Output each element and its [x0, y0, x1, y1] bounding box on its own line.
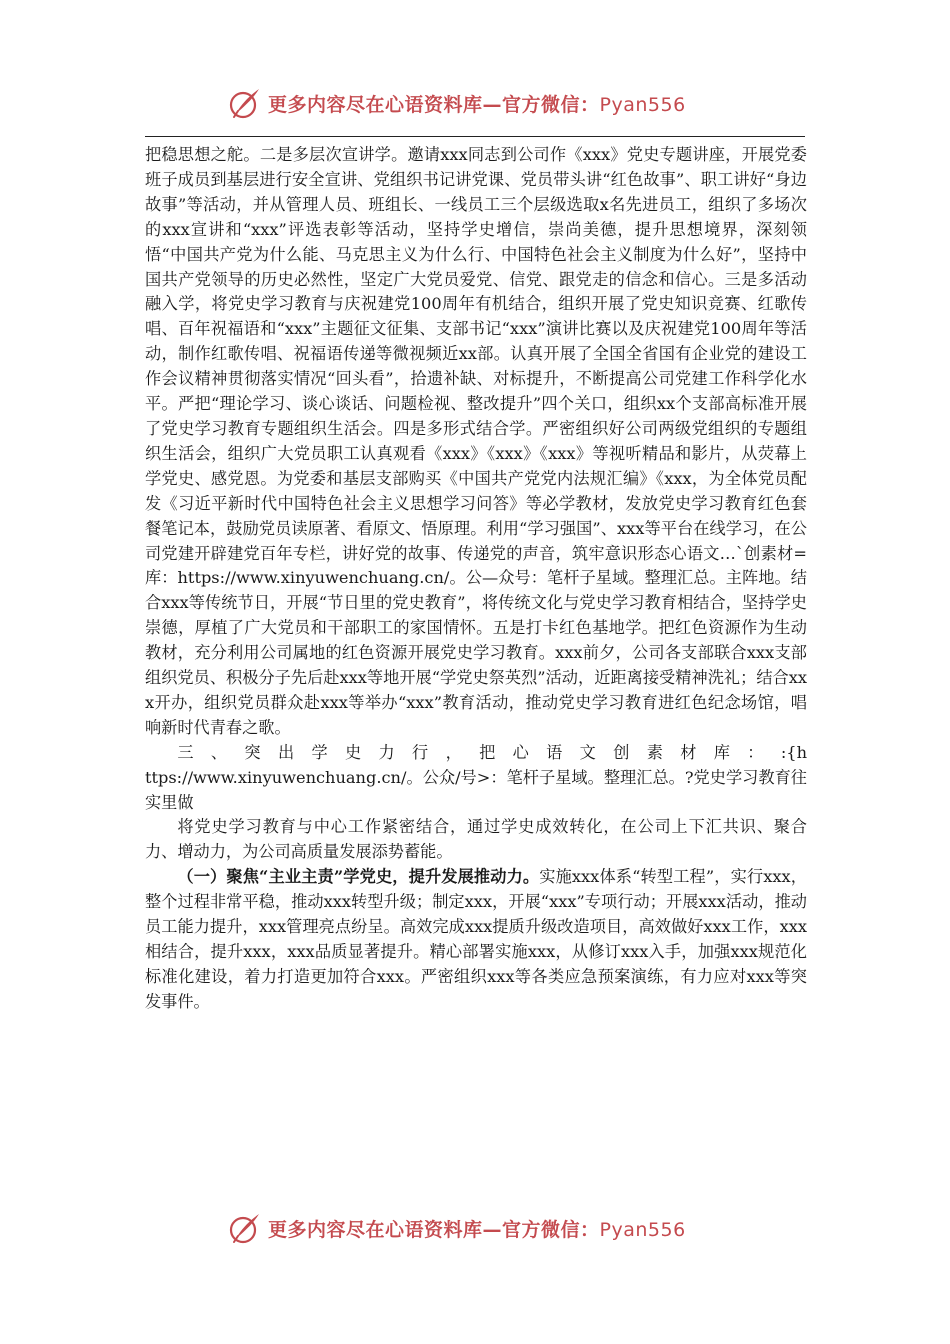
section-3-rest: :{https://www.xinyuwenchuang.cn/。公众/号>：笔杆子星域。整理汇总。?党史学习教育往实里做	[145, 742, 807, 812]
quill-pen-logo-icon	[228, 1211, 262, 1245]
banner-text: 更多内容尽在心语资料库—官方微信：Pyan556	[268, 1218, 686, 1241]
wechat-id: Pyan556	[599, 93, 686, 116]
quill-pen-logo-icon	[228, 86, 262, 120]
subsection-1-title: （一）聚焦“主业主责”学党史，提升发展推动力。	[177, 867, 540, 887]
section-3-title: 三、突出学史力行，把心语文创素材库：	[177, 742, 781, 762]
banner-text: 更多内容尽在心语资料库—官方微信：Pyan556	[268, 93, 686, 116]
header-divider	[145, 136, 805, 137]
section-3-intro: 将党史学习教育与中心工作紧密结合，通过学史成效转化，在公司上下汇共识、聚合力、增动力，为公司高质量发展添势蓄能。	[145, 817, 807, 862]
document-body	[145, 143, 807, 1015]
header-banner	[228, 83, 686, 123]
section-3-heading	[145, 741, 807, 816]
subsection-1-body: 实施xxx体系“转型工程”，实行xxx，整个过程非常平稳，推动xxx转型升级；制定xxx，开展“xxx”专项行动；开展xxx活动，推动员工能力提升，xxx管理亮点纷呈。高效完成xxx提质升级改造项目，高效做好xxx工作，xxx相结合，提升xxx，xxx品质显著提升。精心部署实施xxx，从修订xxx入手，加强xxx规范化标准化建设，着力打造更加符合xxx。严密组织xxx等各类应急预案演练，有力应对xxx等突发事件。	[145, 867, 807, 1011]
body-paragraph-1: 把稳思想之舵。二是多层次宣讲学。邀请xxx同志到公司作《xxx》党史专题讲座，开展党委班子成员到基层进行安全宣讲、党组织书记讲党课、党员带头讲“红色故事”、职工讲好“身边故事”等活动，并从管理人员、班组长、一线员工三个层级选取x名先进员工，组织了多场次的xxx宣讲和“xxx”评选表彰等活动，坚持学史增信，崇尚美德，提升思想境界，深刻领悟“中国共产党为什么能、马克思主义为什么行、中国特色社会主义制度为什么好”，坚持中国共产党领导的历史必然性，坚定广大党员爱党、信党、跟党走的信念和信心。三是多活动融入学，将党史学习教育与庆祝建党100周年有机结合，组织开展了党史知识竞赛、红歌传唱、百年祝福语和“xxx”主题征文征集、支部书记“xxx”演讲比赛以及庆祝建党100周年等活动，制作红歌传唱、祝福语传递等微视频近xx部。认真开展了全国全省国有企业党的建设工作会议精神贯彻落实情况“回头看”，拾遗补缺、对标提升，不断提高公司党建工作科学化水平。严把“理论学习、谈心谈话、问题检视、整改提升”四个关口，组织xx个支部高标准开展了党史学习教育专题组织生活会。四是多形式结合学。严密组织好公司两级党组织的专题组织生活会，组织广大党员职工认真观看《xxx》《xxx》《xxx》等视听精品和影片，从荧幕上学党史、感党恩。为党委和基层支部购买《中国共产党党内法规汇编》《xxx，为全体党员配发《习近平新时代中国特色社会主义思想学习问答》等必学教材，发放党史学习教育红色套餐笔记本，鼓励党员读原著、看原文、悟原理。利用“学习强国”、xxx等平台在线学习，在公司党建开辟建党百年专栏，讲好党的故事、传递党的声音，筑牢意识形态心语文…`创素材=库：https://www.xinyuwenchuang.cn/。公—众号：笔杆子星域。整理汇总。主阵地。结合xxx等传统节日，开展“节日里的党史教育”，将传统文化与党史学习教育相结合，坚持学史崇德，厚植了广大党员和干部职工的家国情怀。五是打卡红色基地学。把红色资源作为生动教材，充分利用公司属地的红色资源开展党史学习教育。xxx前夕，公司各支部联合xxx支部组织党员、积极分子先后赴xxx等地开展“学党史祭英烈”活动，近距离接受精神洗礼；结合xxx开办，组织党员群众赴xxx等举办“xxx”教育活动，推动党史学习教育进红色纪念场馆，唱响新时代青春之歌。	[145, 145, 807, 737]
subsection-1-paragraph	[145, 865, 807, 1014]
wechat-id: Pyan556	[599, 1218, 686, 1241]
footer-banner	[228, 1208, 686, 1248]
